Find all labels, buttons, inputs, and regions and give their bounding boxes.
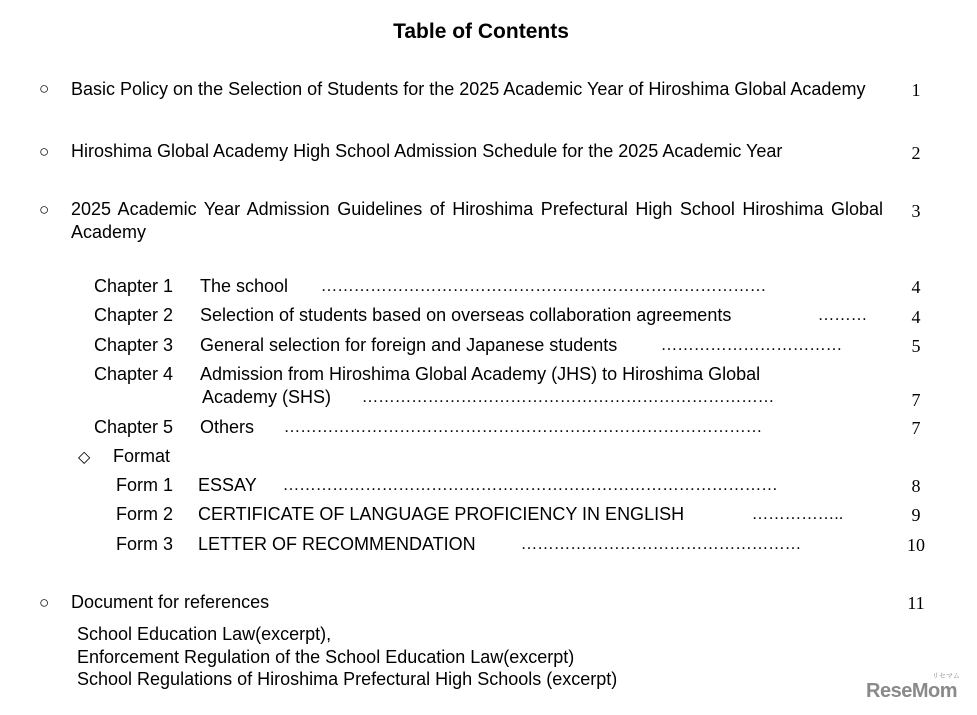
chapter-label: Chapter 5	[94, 417, 174, 437]
reference-item: School Education Law(excerpt),	[77, 624, 332, 644]
page-number: 8	[911, 476, 921, 496]
section-bullet-icon: ○	[39, 79, 50, 98]
page-number: 5	[911, 336, 921, 356]
toc-chapter-4-title-line2[interactable]: Academy (SHS)	[202, 387, 332, 407]
chapter-label: Chapter 1	[94, 276, 174, 296]
page-title: Table of Contents	[393, 20, 569, 43]
toc-section-admission-schedule[interactable]: Hiroshima Global Academy High School Admission Schedule for the 2025 Academic Year	[71, 141, 783, 161]
watermark-kana: リセマム	[932, 673, 960, 680]
form-label: Form 1	[116, 475, 174, 495]
toc-section-basic-policy[interactable]: Basic Policy on the Selection of Students for the 2025 Academic Year of Hiroshima Global Academy	[71, 79, 866, 99]
format-heading: Format	[113, 446, 171, 466]
toc-form-3-title[interactable]: LETTER OF RECOMMENDATION	[198, 534, 476, 554]
reference-item: School Regulations of Hiroshima Prefectural High Schools (excerpt)	[77, 669, 618, 689]
section-bullet-icon: ○	[39, 593, 50, 612]
leader-dots: ………………………………………………………………………	[321, 278, 767, 295]
leader-dots: ………………………………………………………………………………	[283, 477, 778, 494]
chapter-label: Chapter 4	[94, 364, 174, 384]
page-number: 7	[911, 390, 921, 410]
resemom-logo: ReseMom	[866, 680, 957, 702]
page-number: 4	[911, 277, 921, 297]
chapter-label: Chapter 2	[94, 305, 174, 325]
toc-chapter-1-title[interactable]: The school	[200, 276, 289, 296]
toc-section-references[interactable]: Document for references	[71, 592, 270, 612]
toc-chapter-2-title[interactable]: Selection of students based on overseas collaboration agreements	[200, 305, 732, 325]
form-label: Form 3	[116, 534, 174, 554]
toc-form-1-title[interactable]: ESSAY	[198, 475, 257, 495]
reference-item: Enforcement Regulation of the School Education Law(excerpt)	[77, 647, 575, 667]
toc-chapter-3-title[interactable]: General selection for foreign and Japanese students	[200, 335, 618, 355]
leader-dots: …………………………………………………………………	[362, 389, 775, 406]
leader-dots: ……………………………………………………………………………	[284, 419, 763, 436]
diamond-bullet-icon: ◇	[78, 449, 91, 466]
toc-chapter-4-title-line1[interactable]: Admission from Hiroshima Global Academy (JHS) to Hiroshima Global	[200, 364, 761, 384]
leader-dots: ………	[818, 307, 868, 324]
page-number: 7	[911, 418, 921, 438]
page-number: 9	[911, 505, 921, 525]
leader-dots: ……………………………………………	[521, 536, 802, 553]
chapter-label: Chapter 3	[94, 335, 174, 355]
page-number: 2	[911, 143, 921, 163]
toc-chapter-5-title[interactable]: Others	[200, 417, 255, 437]
leader-dots: ……………..	[752, 506, 844, 523]
toc-section-admission-guidelines[interactable]: 2025 Academic Year Admission Guidelines of Hiroshima Prefectural High School Hiroshima Global Academy	[71, 199, 883, 242]
leader-dots: ……………………………	[661, 337, 843, 354]
form-label: Form 2	[116, 504, 174, 524]
page-number: 10	[907, 535, 925, 555]
page-number: 11	[907, 593, 925, 613]
section-bullet-icon: ○	[39, 200, 50, 219]
page-number: 1	[911, 80, 921, 100]
page-number: 4	[911, 307, 921, 327]
section-bullet-icon: ○	[39, 142, 50, 161]
toc-form-2-title[interactable]: CERTIFICATE OF LANGUAGE PROFICIENCY IN ENGLISH	[198, 504, 685, 524]
page-number: 3	[911, 201, 921, 221]
